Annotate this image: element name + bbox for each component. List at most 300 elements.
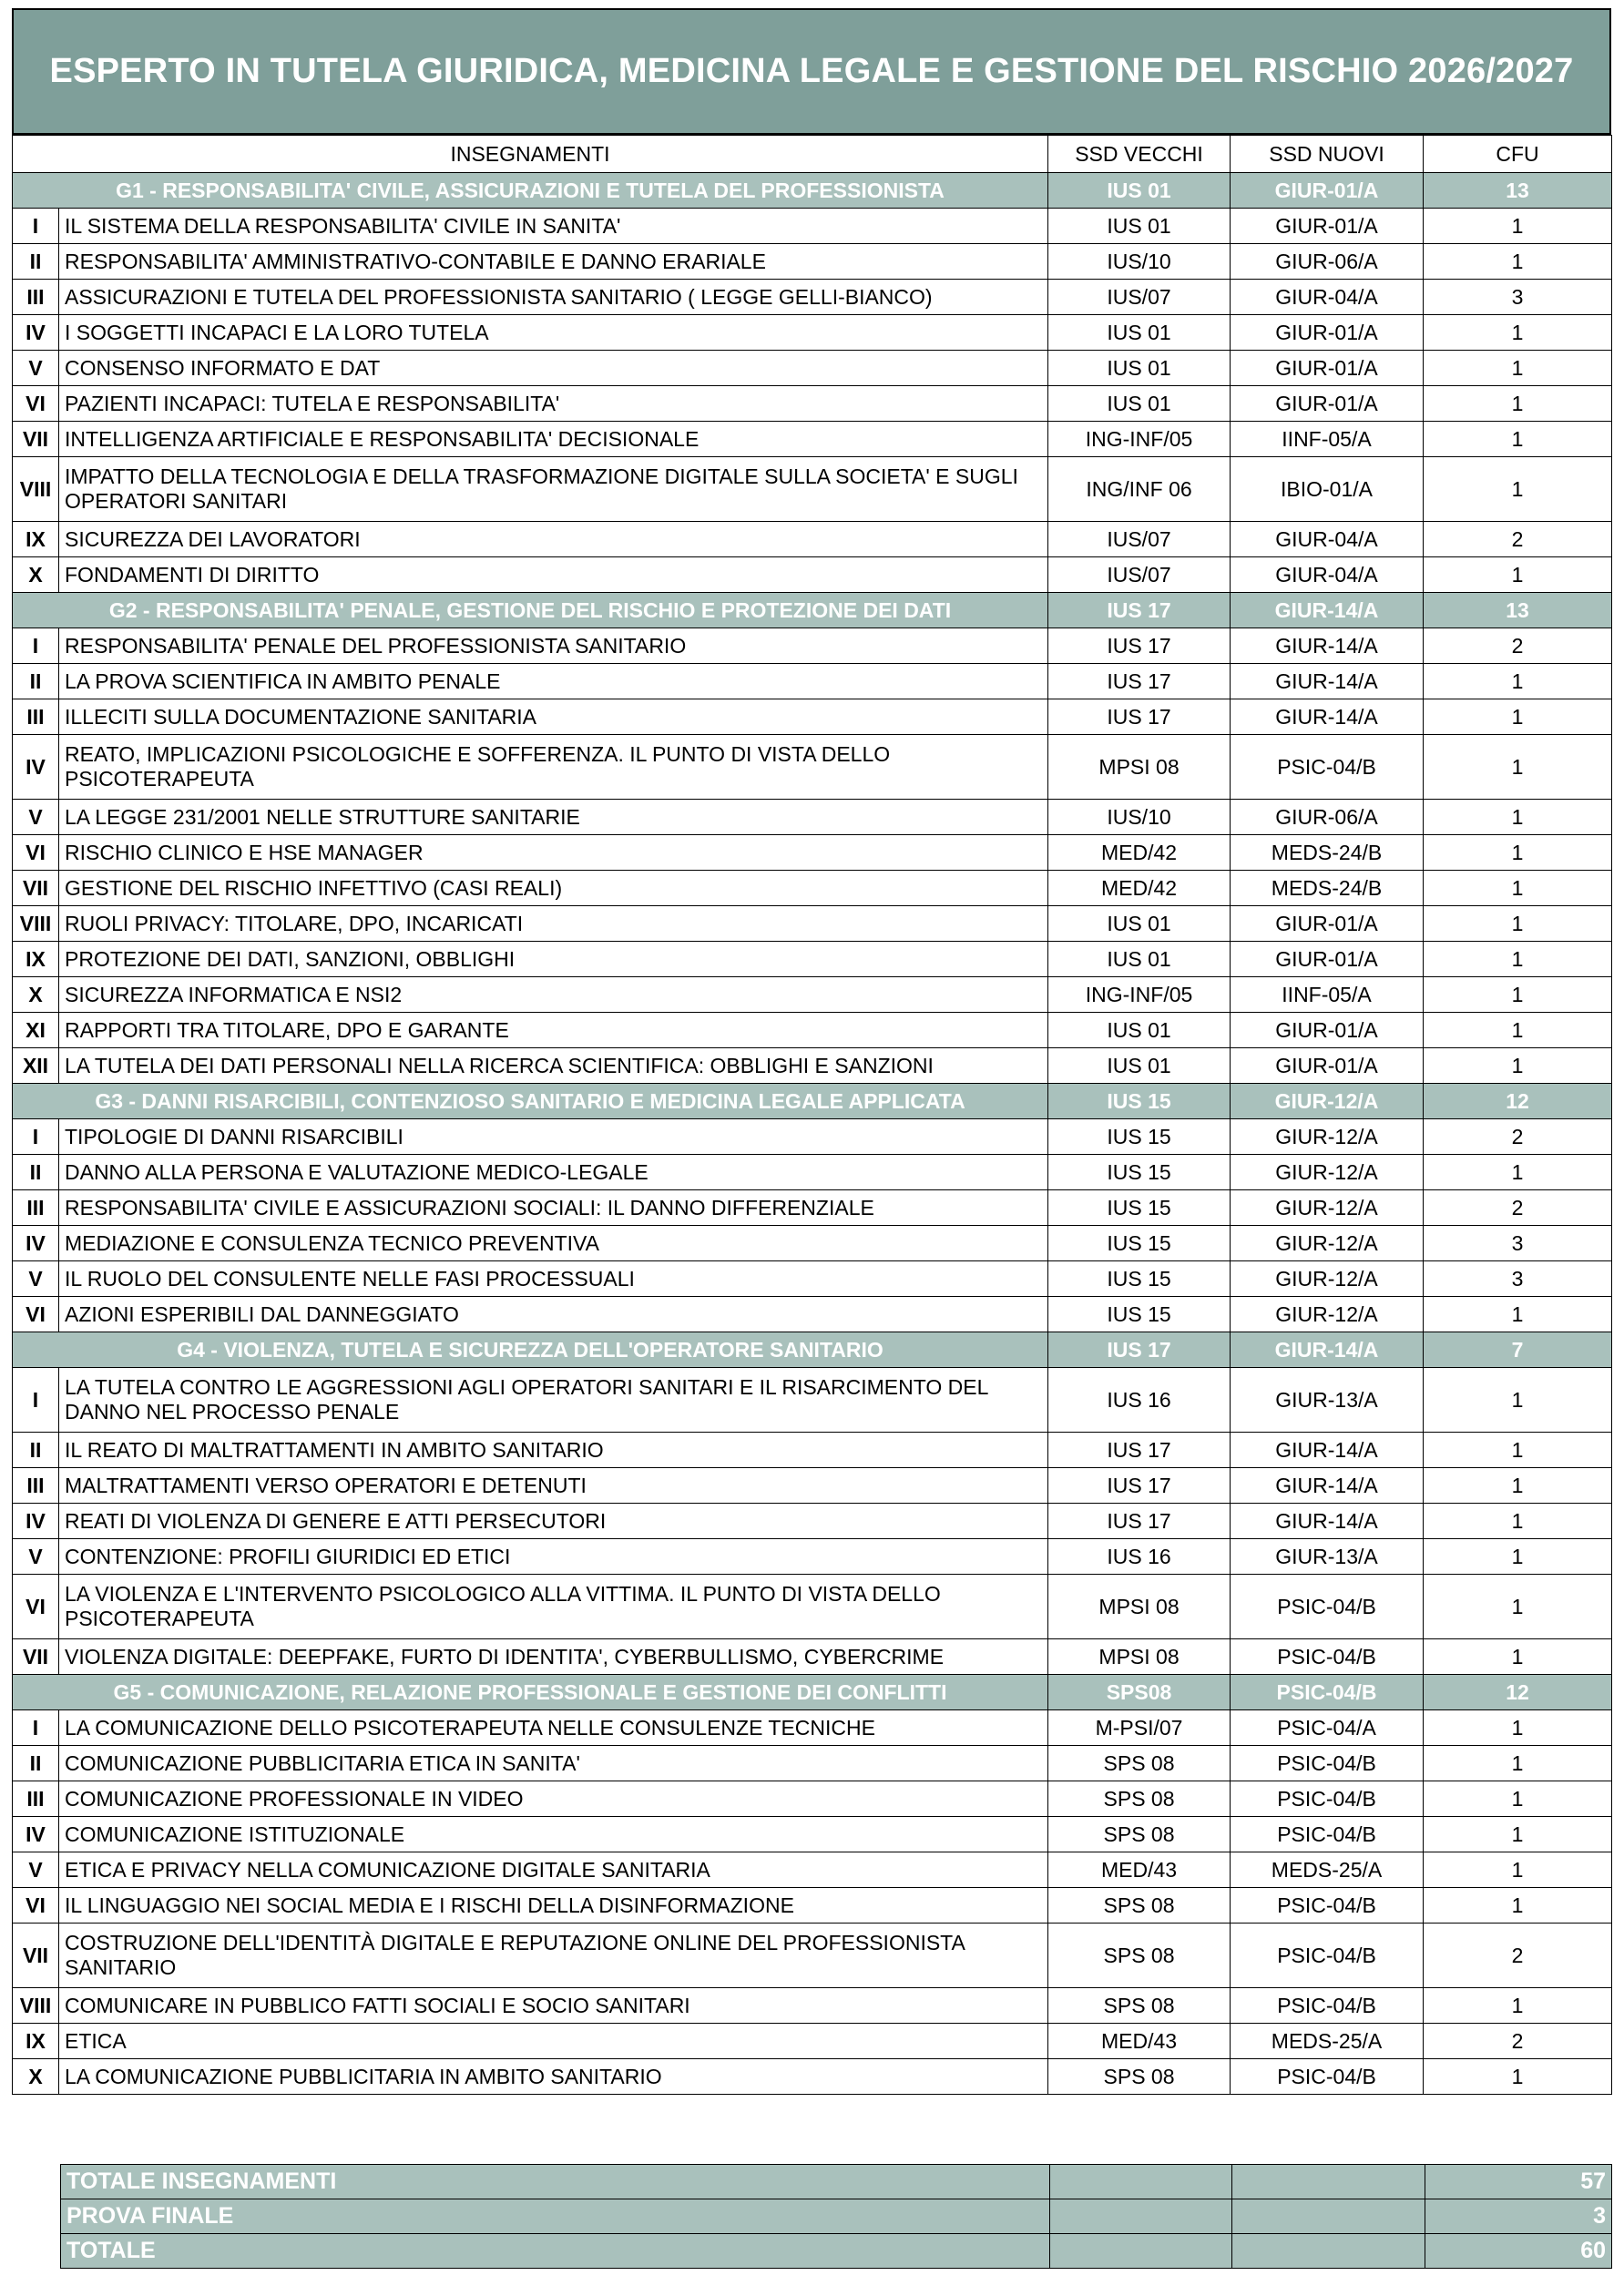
table-row [13, 800, 1612, 835]
totals-empty-cell [1050, 2234, 1232, 2269]
cfu: 1 [1424, 2059, 1612, 2095]
row-number: III [13, 1468, 59, 1504]
ssd-new: GIUR-01/A [1231, 1013, 1424, 1048]
row-number: XI [13, 1013, 59, 1048]
cfu: 1 [1424, 735, 1612, 800]
ssd-old: IUS 01 [1048, 209, 1231, 244]
group-ssd-old: SPS08 [1048, 1675, 1231, 1710]
group-title: G3 - DANNI RISARCIBILI, CONTENZIOSO SANITARIO E MEDICINA LEGALE APPLICATA [13, 1084, 1048, 1119]
courses-table [12, 135, 1612, 2095]
ssd-new: GIUR-01/A [1231, 386, 1424, 422]
totals-label: TOTALE INSEGNAMENTI [61, 2165, 1050, 2199]
ssd-new: GIUR-14/A [1231, 664, 1424, 699]
course-name: IL RUOLO DEL CONSULENTE NELLE FASI PROCESSUALI [59, 1261, 1048, 1297]
cfu: 1 [1424, 557, 1612, 593]
row-number: IX [13, 942, 59, 977]
ssd-new: GIUR-12/A [1231, 1226, 1424, 1261]
ssd-old: IUS 01 [1048, 1013, 1231, 1048]
row-number: I [13, 1368, 59, 1433]
cfu: 1 [1424, 209, 1612, 244]
group-cfu: 12 [1424, 1084, 1612, 1119]
row-number: II [13, 1746, 59, 1781]
table-row [13, 1190, 1612, 1226]
course-name: PAZIENTI INCAPACI: TUTELA E RESPONSABILITA' [59, 386, 1048, 422]
cfu: 2 [1424, 522, 1612, 557]
course-name: SICUREZZA DEI LAVORATORI [59, 522, 1048, 557]
row-number: X [13, 557, 59, 593]
course-name: REATO, IMPLICAZIONI PSICOLOGICHE E SOFFERENZA. IL PUNTO DI VISTA DELLO PSICOTERAPEUTA [59, 735, 1048, 800]
course-name: LA PROVA SCIENTIFICA IN AMBITO PENALE [59, 664, 1048, 699]
header-cfu: CFU [1424, 136, 1612, 173]
row-number: II [13, 1433, 59, 1468]
course-name: DANNO ALLA PERSONA E VALUTAZIONE MEDICO-LEGALE [59, 1155, 1048, 1190]
group-row [13, 1084, 1612, 1119]
course-name: IL REATO DI MALTRATTAMENTI IN AMBITO SANITARIO [59, 1433, 1048, 1468]
cfu: 2 [1424, 1924, 1612, 1988]
table-row [13, 351, 1612, 386]
ssd-new: PSIC-04/B [1231, 2059, 1424, 2095]
ssd-old: IUS 17 [1048, 1468, 1231, 1504]
ssd-old: IUS 15 [1048, 1226, 1231, 1261]
ssd-old: ING/INF 06 [1048, 457, 1231, 522]
ssd-old: SPS 08 [1048, 1781, 1231, 1817]
ssd-new: PSIC-04/A [1231, 1710, 1424, 1746]
cfu: 1 [1424, 1817, 1612, 1852]
course-name: LA TUTELA CONTRO LE AGGRESSIONI AGLI OPERATORI SANITARI E IL RISARCIMENTO DEL DANNO NEL PROCESSO PENALE [59, 1368, 1048, 1433]
row-number: V [13, 1852, 59, 1888]
course-name: IMPATTO DELLA TECNOLOGIA E DELLA TRASFORMAZIONE DIGITALE SULLA SOCIETA' E SUGLI OPERATORI SANITARI [59, 457, 1048, 522]
row-number: VII [13, 1924, 59, 1988]
ssd-old: IUS 17 [1048, 1504, 1231, 1539]
table-row [13, 1155, 1612, 1190]
course-name: PROTEZIONE DEI DATI, SANZIONI, OBBLIGHI [59, 942, 1048, 977]
group-cfu: 13 [1424, 173, 1612, 209]
table-row [13, 871, 1612, 906]
course-name: ASSICURAZIONI E TUTELA DEL PROFESSIONISTA SANITARIO ( LEGGE GELLI-BIANCO) [59, 280, 1048, 315]
table-row [13, 942, 1612, 977]
ssd-new: GIUR-01/A [1231, 209, 1424, 244]
totals-empty-cell [1232, 2234, 1425, 2269]
ssd-new: PSIC-04/B [1231, 1817, 1424, 1852]
totals-label: TOTALE [61, 2234, 1050, 2269]
course-name: REATI DI VIOLENZA DI GENERE E ATTI PERSECUTORI [59, 1504, 1048, 1539]
cfu: 1 [1424, 244, 1612, 280]
row-number: IX [13, 2024, 59, 2059]
group-title: G2 - RESPONSABILITA' PENALE, GESTIONE DEL RISCHIO E PROTEZIONE DEI DATI [13, 593, 1048, 628]
ssd-new: GIUR-14/A [1231, 628, 1424, 664]
cfu: 1 [1424, 871, 1612, 906]
row-number: VIII [13, 906, 59, 942]
ssd-old: IUS 16 [1048, 1539, 1231, 1575]
course-name: ETICA [59, 2024, 1048, 2059]
table-row [13, 1988, 1612, 2024]
ssd-old: SPS 08 [1048, 1817, 1231, 1852]
totals-label: PROVA FINALE [61, 2199, 1050, 2234]
ssd-new: GIUR-01/A [1231, 942, 1424, 977]
ssd-old: MPSI 08 [1048, 1575, 1231, 1639]
ssd-new: GIUR-12/A [1231, 1261, 1424, 1297]
table-row [13, 1710, 1612, 1746]
ssd-new: MEDS-24/B [1231, 835, 1424, 871]
course-name: FONDAMENTI DI DIRITTO [59, 557, 1048, 593]
group-row [13, 1332, 1612, 1368]
ssd-new: GIUR-04/A [1231, 280, 1424, 315]
table-row [13, 1048, 1612, 1084]
table-row [13, 1226, 1612, 1261]
ssd-new: PSIC-04/B [1231, 1575, 1424, 1639]
table-row [13, 1924, 1612, 1988]
course-name: COMUNICARE IN PUBBLICO FATTI SOCIALI E SOCIO SANITARI [59, 1988, 1048, 2024]
cfu: 1 [1424, 1639, 1612, 1675]
table-row [13, 209, 1612, 244]
ssd-new: GIUR-12/A [1231, 1190, 1424, 1226]
ssd-old: IUS/07 [1048, 522, 1231, 557]
table-row [13, 1575, 1612, 1639]
table-row [13, 1468, 1612, 1504]
cfu: 1 [1424, 351, 1612, 386]
group-title: G4 - VIOLENZA, TUTELA E SICUREZZA DELL'OPERATORE SANITARIO [13, 1332, 1048, 1368]
group-ssd-new: GIUR-12/A [1231, 1084, 1424, 1119]
course-name: ETICA E PRIVACY NELLA COMUNICAZIONE DIGITALE SANITARIA [59, 1852, 1048, 1888]
ssd-new: MEDS-24/B [1231, 871, 1424, 906]
table-row [13, 977, 1612, 1013]
ssd-new: GIUR-14/A [1231, 1433, 1424, 1468]
row-number: VIII [13, 457, 59, 522]
ssd-new: GIUR-14/A [1231, 1504, 1424, 1539]
row-number: VI [13, 386, 59, 422]
cfu: 1 [1424, 1368, 1612, 1433]
table-row [13, 1781, 1612, 1817]
group-title: G1 - RESPONSABILITA' CIVILE, ASSICURAZIONI E TUTELA DEL PROFESSIONISTA [13, 173, 1048, 209]
ssd-old: MED/43 [1048, 1852, 1231, 1888]
row-number: IX [13, 522, 59, 557]
ssd-new: PSIC-04/B [1231, 1781, 1424, 1817]
course-name: RISCHIO CLINICO E HSE MANAGER [59, 835, 1048, 871]
ssd-old: MED/42 [1048, 871, 1231, 906]
ssd-new: PSIC-04/B [1231, 1888, 1424, 1924]
cfu: 1 [1424, 942, 1612, 977]
ssd-old: IUS 15 [1048, 1155, 1231, 1190]
cfu: 1 [1424, 1433, 1612, 1468]
group-ssd-old: IUS 17 [1048, 1332, 1231, 1368]
totals-table [60, 2164, 1612, 2269]
totals-row [61, 2234, 1612, 2269]
course-name: VIOLENZA DIGITALE: DEEPFAKE, FURTO DI IDENTITA', CYBERBULLISMO, CYBERCRIME [59, 1639, 1048, 1675]
row-number: VI [13, 1888, 59, 1924]
ssd-old: IUS/10 [1048, 244, 1231, 280]
table-row [13, 1368, 1612, 1433]
row-number: IV [13, 1817, 59, 1852]
ssd-new: GIUR-06/A [1231, 800, 1424, 835]
table-row [13, 1504, 1612, 1539]
group-row [13, 593, 1612, 628]
cfu: 1 [1424, 422, 1612, 457]
ssd-old: IUS 17 [1048, 1433, 1231, 1468]
group-ssd-new: PSIC-04/B [1231, 1675, 1424, 1710]
ssd-new: PSIC-04/B [1231, 735, 1424, 800]
ssd-old: MED/42 [1048, 835, 1231, 871]
course-name: RESPONSABILITA' CIVILE E ASSICURAZIONI SOCIALI: IL DANNO DIFFERENZIALE [59, 1190, 1048, 1226]
cfu: 1 [1424, 800, 1612, 835]
course-name: LA TUTELA DEI DATI PERSONALI NELLA RICERCA SCIENTIFICA: OBBLIGHI E SANZIONI [59, 1048, 1048, 1084]
course-name: CONSENSO INFORMATO E DAT [59, 351, 1048, 386]
ssd-old: SPS 08 [1048, 1746, 1231, 1781]
ssd-new: IBIO-01/A [1231, 457, 1424, 522]
totals-empty-cell [1050, 2165, 1232, 2199]
course-name: GESTIONE DEL RISCHIO INFETTIVO (CASI REALI) [59, 871, 1048, 906]
table-row [13, 1639, 1612, 1675]
ssd-old: IUS 17 [1048, 664, 1231, 699]
page-title: ESPERTO IN TUTELA GIURIDICA, MEDICINA LEGALE E GESTIONE DEL RISCHIO 2026/2027 [49, 52, 1574, 90]
row-number: III [13, 1781, 59, 1817]
table-row [13, 1433, 1612, 1468]
ssd-old: M-PSI/07 [1048, 1710, 1231, 1746]
course-name: RESPONSABILITA' AMMINISTRATIVO-CONTABILE E DANNO ERARIALE [59, 244, 1048, 280]
totals-empty-cell [1050, 2199, 1232, 2234]
cfu: 1 [1424, 1013, 1612, 1048]
row-number: I [13, 209, 59, 244]
ssd-old: IUS 15 [1048, 1119, 1231, 1155]
course-name: RAPPORTI TRA TITOLARE, DPO E GARANTE [59, 1013, 1048, 1048]
ssd-old: SPS 08 [1048, 1924, 1231, 1988]
cfu: 3 [1424, 1226, 1612, 1261]
table-row [13, 1539, 1612, 1575]
row-number: II [13, 244, 59, 280]
cfu: 1 [1424, 1539, 1612, 1575]
ssd-old: IUS 01 [1048, 906, 1231, 942]
totals-row [61, 2199, 1612, 2234]
table-row [13, 906, 1612, 942]
row-number: IV [13, 1504, 59, 1539]
row-number: III [13, 699, 59, 735]
group-cfu: 7 [1424, 1332, 1612, 1368]
cfu: 3 [1424, 1261, 1612, 1297]
course-name: TIPOLOGIE DI DANNI RISARCIBILI [59, 1119, 1048, 1155]
group-ssd-old: IUS 01 [1048, 173, 1231, 209]
ssd-new: GIUR-12/A [1231, 1297, 1424, 1332]
ssd-old: IUS 01 [1048, 942, 1231, 977]
ssd-old: IUS 16 [1048, 1368, 1231, 1433]
ssd-old: IUS/07 [1048, 280, 1231, 315]
cfu: 1 [1424, 457, 1612, 522]
ssd-old: SPS 08 [1048, 1888, 1231, 1924]
totals-empty-cell [1232, 2199, 1425, 2234]
cfu: 1 [1424, 1988, 1612, 2024]
table-row [13, 522, 1612, 557]
ssd-new: IINF-05/A [1231, 977, 1424, 1013]
cfu: 1 [1424, 906, 1612, 942]
row-number: VI [13, 835, 59, 871]
ssd-new: GIUR-06/A [1231, 244, 1424, 280]
ssd-old: ING-INF/05 [1048, 977, 1231, 1013]
cfu: 1 [1424, 1710, 1612, 1746]
cfu: 1 [1424, 315, 1612, 351]
ssd-new: PSIC-04/B [1231, 1639, 1424, 1675]
row-number: I [13, 1710, 59, 1746]
course-name: CONTENZIONE: PROFILI GIURIDICI ED ETICI [59, 1539, 1048, 1575]
table-row [13, 1852, 1612, 1888]
ssd-new: GIUR-04/A [1231, 522, 1424, 557]
ssd-new: GIUR-01/A [1231, 1048, 1424, 1084]
table-row [13, 557, 1612, 593]
table-row [13, 244, 1612, 280]
table-row [13, 1746, 1612, 1781]
cfu: 2 [1424, 628, 1612, 664]
ssd-old: MPSI 08 [1048, 735, 1231, 800]
course-name: ILLECITI SULLA DOCUMENTAZIONE SANITARIA [59, 699, 1048, 735]
cfu: 1 [1424, 1297, 1612, 1332]
table-row [13, 835, 1612, 871]
table-row [13, 699, 1612, 735]
table-row [13, 628, 1612, 664]
cfu: 1 [1424, 977, 1612, 1013]
row-number: I [13, 628, 59, 664]
course-name: INTELLIGENZA ARTIFICIALE E RESPONSABILITA' DECISIONALE [59, 422, 1048, 457]
course-name: AZIONI ESPERIBILI DAL DANNEGGIATO [59, 1297, 1048, 1332]
cfu: 1 [1424, 1746, 1612, 1781]
group-row [13, 1675, 1612, 1710]
row-number: IV [13, 735, 59, 800]
ssd-new: MEDS-25/A [1231, 2024, 1424, 2059]
course-name: SICUREZZA INFORMATICA E NSI2 [59, 977, 1048, 1013]
row-number: V [13, 1261, 59, 1297]
cfu: 1 [1424, 835, 1612, 871]
ssd-new: PSIC-04/B [1231, 1924, 1424, 1988]
table-row [13, 1817, 1612, 1852]
row-number: III [13, 1190, 59, 1226]
group-cfu: 12 [1424, 1675, 1612, 1710]
row-number: VII [13, 422, 59, 457]
ssd-old: IUS 15 [1048, 1297, 1231, 1332]
cfu: 1 [1424, 699, 1612, 735]
cfu: 3 [1424, 280, 1612, 315]
ssd-new: MEDS-25/A [1231, 1852, 1424, 1888]
header-insegnamenti: INSEGNAMENTI [13, 136, 1048, 173]
course-name: COSTRUZIONE DELL'IDENTITÀ DIGITALE E REPUTAZIONE ONLINE DEL PROFESSIONISTA SANITARIO [59, 1924, 1048, 1988]
row-number: VI [13, 1297, 59, 1332]
row-number: V [13, 351, 59, 386]
totals-empty-cell [1232, 2165, 1425, 2199]
row-number: VII [13, 1639, 59, 1675]
course-name: LA VIOLENZA E L'INTERVENTO PSICOLOGICO ALLA VITTIMA. IL PUNTO DI VISTA DELLO PSICOTERAPEUTA [59, 1575, 1048, 1639]
table-row [13, 1888, 1612, 1924]
ssd-old: IUS 17 [1048, 628, 1231, 664]
ssd-old: MED/43 [1048, 2024, 1231, 2059]
row-number: II [13, 664, 59, 699]
header-ssd-nuovi: SSD NUOVI [1231, 136, 1424, 173]
group-cfu: 13 [1424, 593, 1612, 628]
table-row [13, 422, 1612, 457]
course-name: COMUNICAZIONE ISTITUZIONALE [59, 1817, 1048, 1852]
ssd-old: SPS 08 [1048, 2059, 1231, 2095]
ssd-new: PSIC-04/B [1231, 1746, 1424, 1781]
group-ssd-new: GIUR-14/A [1231, 1332, 1424, 1368]
totals-value: 3 [1425, 2199, 1612, 2234]
ssd-old: IUS 01 [1048, 351, 1231, 386]
row-number: IV [13, 315, 59, 351]
cfu: 1 [1424, 1575, 1612, 1639]
table-row [13, 1119, 1612, 1155]
table-row [13, 315, 1612, 351]
table-row [13, 457, 1612, 522]
row-number: X [13, 2059, 59, 2095]
course-name: LA LEGGE 231/2001 NELLE STRUTTURE SANITARIE [59, 800, 1048, 835]
cfu: 1 [1424, 1468, 1612, 1504]
course-name: I SOGGETTI INCAPACI E LA LORO TUTELA [59, 315, 1048, 351]
table-row [13, 2059, 1612, 2095]
table-row [13, 386, 1612, 422]
table-row [13, 2024, 1612, 2059]
ssd-old: IUS 17 [1048, 699, 1231, 735]
row-number: XII [13, 1048, 59, 1084]
ssd-old: IUS 15 [1048, 1190, 1231, 1226]
group-ssd-old: IUS 15 [1048, 1084, 1231, 1119]
ssd-new: GIUR-04/A [1231, 557, 1424, 593]
ssd-new: GIUR-12/A [1231, 1155, 1424, 1190]
course-name: RESPONSABILITA' PENALE DEL PROFESSIONISTA SANITARIO [59, 628, 1048, 664]
totals-value: 57 [1425, 2165, 1612, 2199]
group-title: G5 - COMUNICAZIONE, RELAZIONE PROFESSIONALE E GESTIONE DEI CONFLITTI [13, 1675, 1048, 1710]
ssd-old: MPSI 08 [1048, 1639, 1231, 1675]
ssd-old: IUS 01 [1048, 1048, 1231, 1084]
row-number: II [13, 1155, 59, 1190]
ssd-old: IUS/07 [1048, 557, 1231, 593]
cfu: 1 [1424, 664, 1612, 699]
table-row [13, 664, 1612, 699]
group-row [13, 173, 1612, 209]
row-number: I [13, 1119, 59, 1155]
row-number: X [13, 977, 59, 1013]
ssd-new: GIUR-01/A [1231, 315, 1424, 351]
cfu: 1 [1424, 1155, 1612, 1190]
course-name: COMUNICAZIONE PROFESSIONALE IN VIDEO [59, 1781, 1048, 1817]
title-banner [12, 8, 1611, 135]
row-number: VI [13, 1575, 59, 1639]
ssd-old: IUS/10 [1048, 800, 1231, 835]
ssd-new: GIUR-13/A [1231, 1539, 1424, 1575]
course-name: IL SISTEMA DELLA RESPONSABILITA' CIVILE IN SANITA' [59, 209, 1048, 244]
ssd-old: IUS 15 [1048, 1261, 1231, 1297]
row-number: V [13, 800, 59, 835]
course-name: IL LINGUAGGIO NEI SOCIAL MEDIA E I RISCHI DELLA DISINFORMAZIONE [59, 1888, 1048, 1924]
cfu: 2 [1424, 1119, 1612, 1155]
ssd-new: IINF-05/A [1231, 422, 1424, 457]
group-ssd-new: GIUR-14/A [1231, 593, 1424, 628]
ssd-new: GIUR-14/A [1231, 1468, 1424, 1504]
group-ssd-old: IUS 17 [1048, 593, 1231, 628]
cfu: 1 [1424, 386, 1612, 422]
ssd-new: GIUR-01/A [1231, 906, 1424, 942]
table-header [13, 136, 1612, 173]
ssd-new: GIUR-12/A [1231, 1119, 1424, 1155]
cfu: 1 [1424, 1888, 1612, 1924]
ssd-old: SPS 08 [1048, 1988, 1231, 2024]
row-number: III [13, 280, 59, 315]
ssd-new: PSIC-04/B [1231, 1988, 1424, 2024]
row-number: VIII [13, 1988, 59, 2024]
ssd-old: IUS 01 [1048, 386, 1231, 422]
table-row [13, 1297, 1612, 1332]
ssd-new: GIUR-01/A [1231, 351, 1424, 386]
group-ssd-new: GIUR-01/A [1231, 173, 1424, 209]
cfu: 1 [1424, 1781, 1612, 1817]
table-row [13, 1013, 1612, 1048]
course-name: LA COMUNICAZIONE DELLO PSICOTERAPEUTA NELLE CONSULENZE TECNICHE [59, 1710, 1048, 1746]
course-name: LA COMUNICAZIONE PUBBLICITARIA IN AMBITO SANITARIO [59, 2059, 1048, 2095]
cfu: 1 [1424, 1048, 1612, 1084]
row-number: V [13, 1539, 59, 1575]
cfu: 2 [1424, 2024, 1612, 2059]
